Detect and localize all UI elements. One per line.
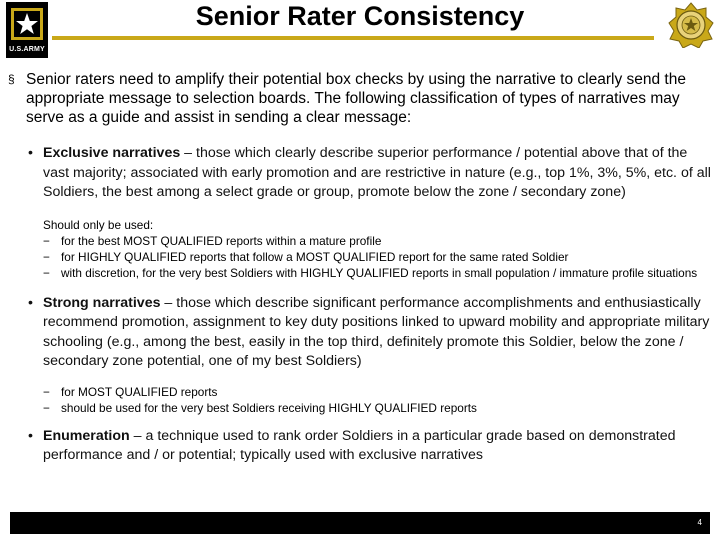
enumeration-item: • Enumeration – a technique used to rank order Soldiers in a particular grade based on demonstrated performance and / or potential; typically used with exclusive narratives xyxy=(28,427,676,463)
exclusive-narratives-term: Exclusive narratives xyxy=(43,145,181,161)
slide-content xyxy=(8,70,712,466)
main-bullet-text: Senior raters need to amplify their potential box checks by using the narrative to clearly send the appropriate message to selection boards. The following classification of types of narratives may serve as a guide and assist in sending a clear message: xyxy=(26,71,686,126)
note-item: − for HIGHLY QUALIFIED reports that follow a MOST QUALIFIED report for the same rated Soldier xyxy=(43,249,569,264)
note-item: − for the best MOST QUALIFIED reports within a mature profile xyxy=(43,233,382,248)
army-seal-icon xyxy=(668,2,714,48)
strong-narratives-item: • Strong narratives – those which describe significant performance accomplishments and enthusiastically recommend promotion, assignment to key duty positions linked to upward mobility and appropriate military schooling (e.g., among the best, easily in the top third, definitely promote this Soldier, below the zone / secondary zone potential, one of my best Soldiers) xyxy=(28,294,710,369)
title-underline xyxy=(52,36,654,40)
enumeration-term: Enumeration xyxy=(43,427,130,444)
army-star-icon xyxy=(6,2,48,46)
exclusive-narratives-description: – those which clearly describe superior performance / potential above that of the vast majority; associated with early promotion and are restrictive in nature (e.g., top 1%, 3%, 5%, etc. of all Soldiers, the best among a select grade or group, promote below the zone / secondary zone) xyxy=(43,145,711,200)
exclusive-narratives-item: • Exclusive narratives – those which clearly describe superior performance / potential above that of the vast majority; associated with early promotion and are restrictive in nature (e.g., top 1%, 3%, 5%, etc. of all Soldiers, the best among a select grade or group, promote below the zone / secondary zone) xyxy=(28,145,711,200)
enumeration-description: – a technique used to rank order Soldiers in a particular grade based on demonstrated performance and / or potential; typically used with exclusive narratives xyxy=(43,427,676,463)
strong-narratives-description: – those which describe significant performance accomplishments and enthusiastically recommend promotion, assignment to key duty positions linked to upward mobility and appropriate military schooling (e.g., among the best, easily in the top third, definitely promote this Soldier, below the zone / secondary zone potential, one of my best Soldiers) xyxy=(43,294,710,369)
note-item: − with discretion, for the very best Soldiers with HIGHLY QUALIFIED reports in small population / immature profile situations xyxy=(43,265,698,280)
notes-heading: Should only be used: xyxy=(43,217,154,232)
army-logo xyxy=(6,2,48,58)
footer-bar xyxy=(10,512,710,534)
page-title: Senior Rater Consistency xyxy=(195,1,525,31)
army-logo-text: U.S.ARMY xyxy=(9,46,45,53)
strong-narratives-term: Strong narratives xyxy=(43,294,161,311)
note-item: − for MOST QUALIFIED reports xyxy=(43,384,218,399)
strong-narratives-notes xyxy=(8,384,712,416)
exclusive-narratives-notes xyxy=(8,217,712,281)
page-number: 4 xyxy=(697,518,702,527)
note-item: − should be used for the very best Soldiers receiving HIGHLY QUALIFIED reports xyxy=(43,400,477,415)
main-bullet xyxy=(8,70,712,127)
section-marker: § xyxy=(8,72,15,86)
